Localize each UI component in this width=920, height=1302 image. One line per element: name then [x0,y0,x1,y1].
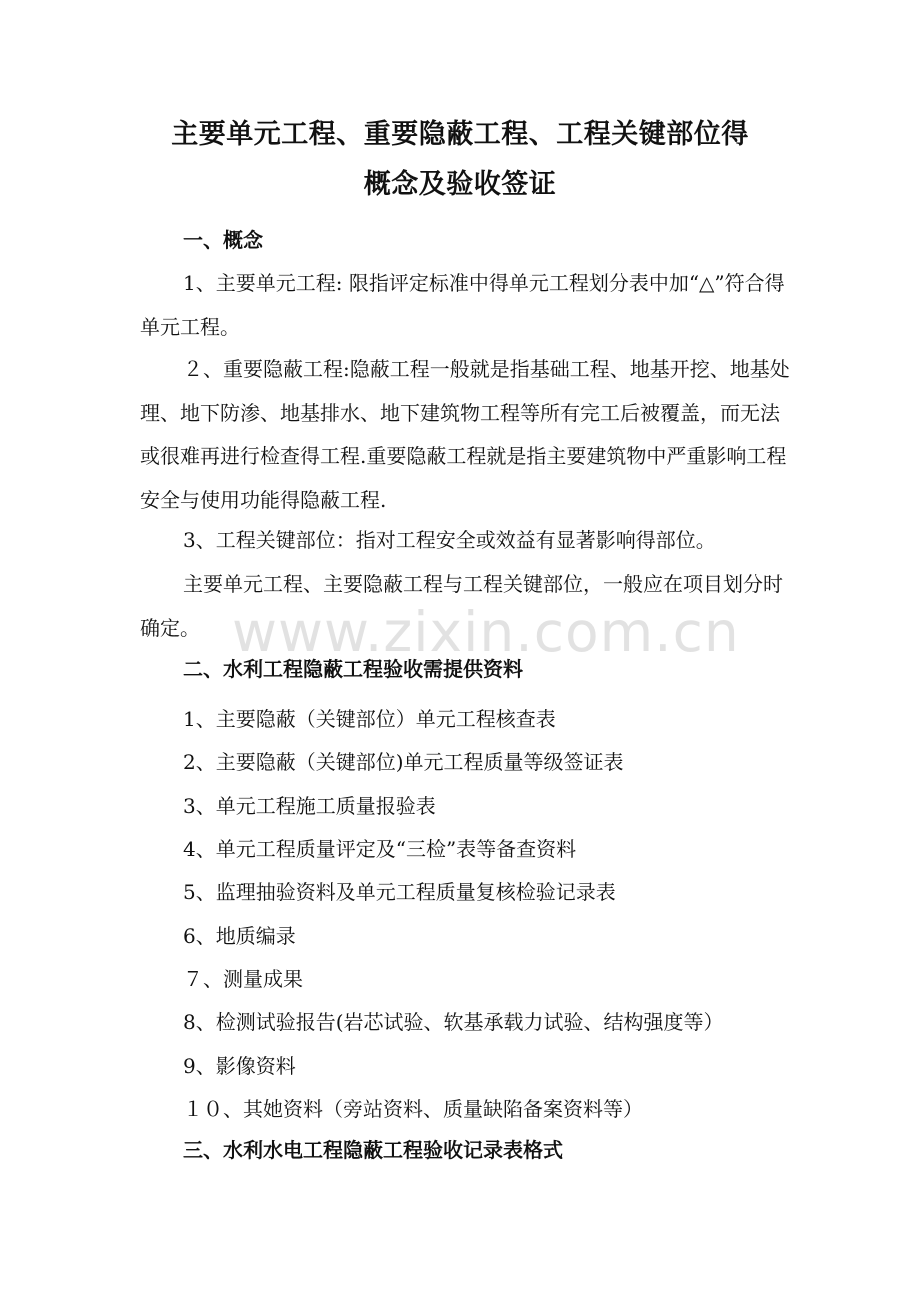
list-item: 2、主要隐蔽（关键部位)单元工程质量等级签证表 [183,750,624,774]
list-item: 1、主要隐蔽（关键部位）单元工程核查表 [183,707,556,731]
section1-paragraph-1: 1、主要单元工程: 限指评定标准中得单元工程划分表中加“△”符合得单元工程。 [140,271,785,339]
section1-paragraph-2: ２、重要隐蔽工程:隐蔽工程一般就是指基础工程、地基开挖、地基处理、地下防渗、地基排水、地下建筑物工程等所有完工后被覆盖，而无法或很难再进行检查得工程.重要隐蔽工程就是指主要建筑物中严重影响工程安全与使用功能得隐蔽工程. [140,357,790,512]
list-item: 4、单元工程质量评定及“三检”表等备查资料 [183,837,577,861]
section1-paragraph-3: 3、工程关键部位：指对工程安全或效益有显著影响得部位。 [183,528,716,552]
list-item: 6、地质编录 [183,924,296,948]
section1-heading: 一、概念 [183,228,263,252]
list-item: ７、测量成果 [183,967,303,991]
list-item: 5、监理抽验资料及单元工程质量复核检验记录表 [183,880,616,904]
document-title-line2: 概念及验收签证 [363,169,557,200]
document-title-line1: 主要单元工程、重要隐蔽工程、工程关键部位得 [171,119,749,150]
list-item: 3、单元工程施工质量报验表 [183,794,436,818]
section3-heading: 三、水利水电工程隐蔽工程验收记录表格式 [183,1138,563,1162]
list-item: １０、其她资料（旁站资料、质量缺陷备案资料等） [183,1097,643,1121]
list-item: 9、影像资料 [183,1054,296,1078]
watermark: www.zixin.com.cn [232,600,740,664]
section2-heading: 二、水利工程隐蔽工程验收需提供资料 [183,657,523,681]
list-item: 8、检测试验报告(岩芯试验、软基承载力试验、结构强度等） [183,1010,724,1034]
section1-paragraph-4: 主要单元工程、主要隐蔽工程与工程关键部位，一般应在项目划分时确定。 [140,572,783,640]
